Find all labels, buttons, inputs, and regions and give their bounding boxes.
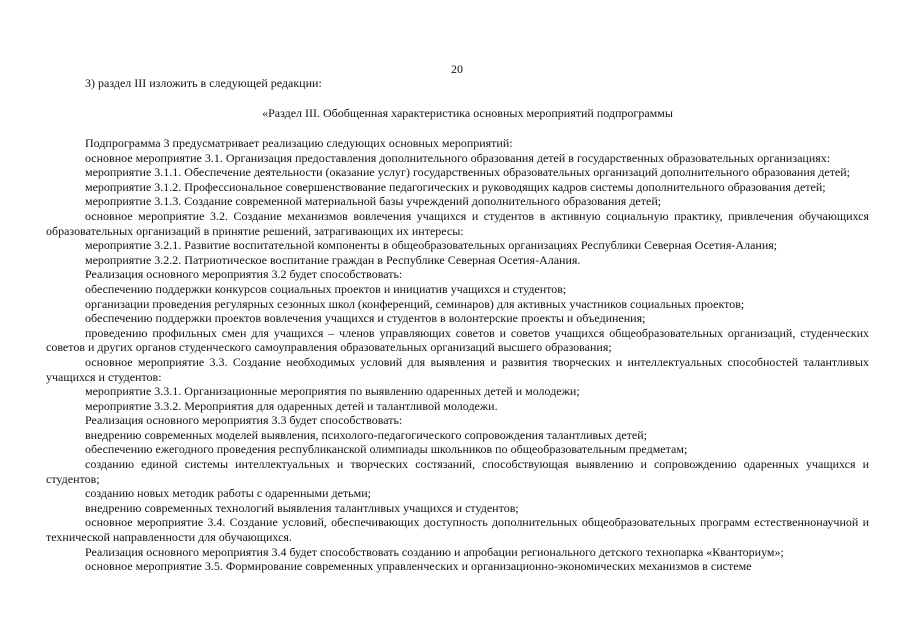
paragraph: основное мероприятие 3.1. Организация предоставления дополнительного образования детей в государственных образовательных организациях: <box>85 150 831 165</box>
paragraph: мероприятие 3.2.1. Развитие воспитательной компоненты в общеобразовательных организациях Республики Северная Осетия-Алания; <box>85 238 778 253</box>
paragraph: Реализация основного мероприятия 3.4 будет способствовать созданию и апробации регионального детского технопарка «Кванториум»; <box>85 544 784 559</box>
paragraph: созданию новых методик работы с одаренными детьми; <box>85 486 371 501</box>
page-number: 20 <box>451 62 463 76</box>
paragraph: внедрению современных моделей выявления, психолого-педагогического сопровождения талантливых детей; <box>85 427 647 442</box>
paragraph: основное мероприятие 3.5. Формирование современных управленческих и организационно-экономических механизмов в системе <box>85 559 752 574</box>
paragraph: мероприятие 3.3.1. Организационные мероприятия по выявлению одаренных детей и молодежи; <box>85 384 580 399</box>
paragraph: мероприятие 3.1.1. Обеспечение деятельности (оказание услуг) государственных образовательных организаций дополнительного образования детей; <box>85 165 851 180</box>
document-body <box>46 136 869 574</box>
paragraph: мероприятие 3.1.2. Профессиональное совершенствование педагогических и руководящих кадров системы дополнительного образования детей; <box>85 179 826 194</box>
paragraph: Реализация основного мероприятия 3.2 будет способствовать: <box>85 267 403 282</box>
paragraph: созданию единой системы интеллектуальных и творческих состязаний, способствующая выявлению и сопровождению одаренных учащихся и студентов; <box>46 457 869 486</box>
paragraph: основное мероприятие 3.2. Создание механизмов вовлечения учащихся и студентов в активную социальную практику, привлечения обучающихся образовательных организаций в принятие решений, затрагивающих их интересы: <box>46 208 869 238</box>
paragraph: Подпрограмма 3 предусматривает реализацию следующих основных мероприятий: <box>85 136 513 150</box>
paragraph: Реализация основного мероприятия 3.3 будет способствовать: <box>85 413 403 428</box>
paragraph: внедрению современных технологий выявления талантливых учащихся и студентов; <box>85 500 519 515</box>
paragraph: обеспечению поддержки проектов вовлечения учащихся и студентов в волонтерские проекты и объединения; <box>85 311 646 326</box>
paragraph: основное мероприятие 3.3. Создание необходимых условий для выявления и развития творческих и интеллектуальных способностей талантливых учащихся и студентов: <box>46 354 869 384</box>
paragraph: основное мероприятие 3.4. Создание условий, обеспечивающих доступность дополнительных общеобразовательных программ естественнонаучной и технической направленности для обучающихся. <box>46 515 869 545</box>
paragraph: организации проведения регулярных сезонных школ (конференций, семинаров) для активных участников социальных проектов; <box>85 296 745 311</box>
section-heading: «Раздел III. Обобщенная характеристика основных мероприятий подпрограммы <box>262 106 673 120</box>
paragraph: мероприятие 3.2.2. Патриотическое воспитание граждан в Республике Северная Осетия-Алания. <box>85 252 581 267</box>
paragraph: мероприятие 3.3.2. Мероприятия для одаренных детей и талантливой молодежи. <box>85 398 498 413</box>
paragraph: обеспечению поддержки конкурсов социальных проектов и инициатив учащихся и студентов; <box>85 281 567 296</box>
section-intro: 3) раздел III изложить в следующей редакции: <box>85 76 322 90</box>
paragraph: проведению профильных смен для учащихся – членов управляющих советов и советов учащихся общеобразовательных организаций, студенческих советов и других органов студенческого самоуправления образовательных организаций высшего образования; <box>46 325 869 355</box>
paragraph: обеспечению ежегодного проведения республиканской олимпиады школьников по общеобразовательным предметам; <box>85 442 688 457</box>
paragraph: мероприятие 3.1.3. Создание современной материальной базы учреждений дополнительного образования детей; <box>85 194 662 209</box>
